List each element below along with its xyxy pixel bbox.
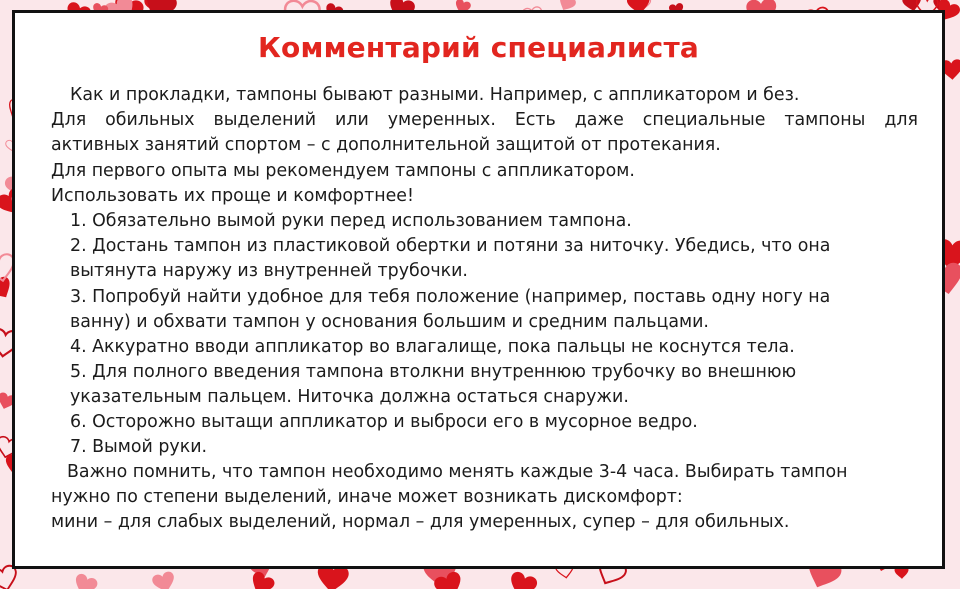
paragraph-line: Как и прокладки, тампоны бывают разными. Например, с аппликатором и без. — [70, 85, 800, 105]
list-item: 6. Осторожно вытащи аппликатор и выброси его в мусорное ведро. — [70, 412, 698, 432]
paragraph-line: мини – для слабых выделений, нормал – для умеренных, супер – для обильных. — [51, 512, 790, 532]
paragraph-line: Важно помнить, что тампон необходимо менять каждые 3-4 часа. Выбирать тампон — [67, 462, 848, 482]
paragraph-line: активных занятий спортом – с дополнительной защитой от протекания. — [51, 135, 721, 155]
list-item: 1. Обязательно вымой руки перед использованием тампона. — [70, 211, 632, 231]
list-item: указательным пальцем. Ниточка должна остаться снаружи. — [70, 387, 629, 407]
list-item: 4. Аккуратно вводи аппликатор во влагалище, пока пальцы не коснутся тела. — [70, 337, 795, 357]
list-item: 2. Достань тампон из пластиковой обертки и потяни за ниточку. Убедись, что она — [70, 236, 831, 256]
list-item: ванну) и обхвати тампон у основания большим и средним пальцами. — [70, 312, 709, 332]
list-item: 7. Вымой руки. — [70, 437, 208, 457]
paragraph-line: нужно по степени выделений, иначе может возникать дискомфорт: — [51, 487, 683, 507]
paragraph-line: Использовать их проще и комфортнее! — [51, 186, 414, 206]
paragraph-line: Для обильных выделений или умеренных. Есть даже специальные тампоны для — [51, 110, 918, 130]
list-item: вытянута наружу из внутренней трубочки. — [70, 261, 468, 281]
list-item: 5. Для полного введения тампона втолкни внутреннюю трубочку во внешнюю — [70, 362, 797, 382]
comment-card — [12, 10, 945, 569]
paragraph-line: Для первого опыта мы рекомендуем тампоны с аппликатором. — [51, 161, 635, 181]
list-item: 3. Попробуй найти удобное для тебя положение (например, поставь одну ногу на — [70, 287, 831, 307]
card-title: Комментарий специалиста — [257, 31, 700, 64]
